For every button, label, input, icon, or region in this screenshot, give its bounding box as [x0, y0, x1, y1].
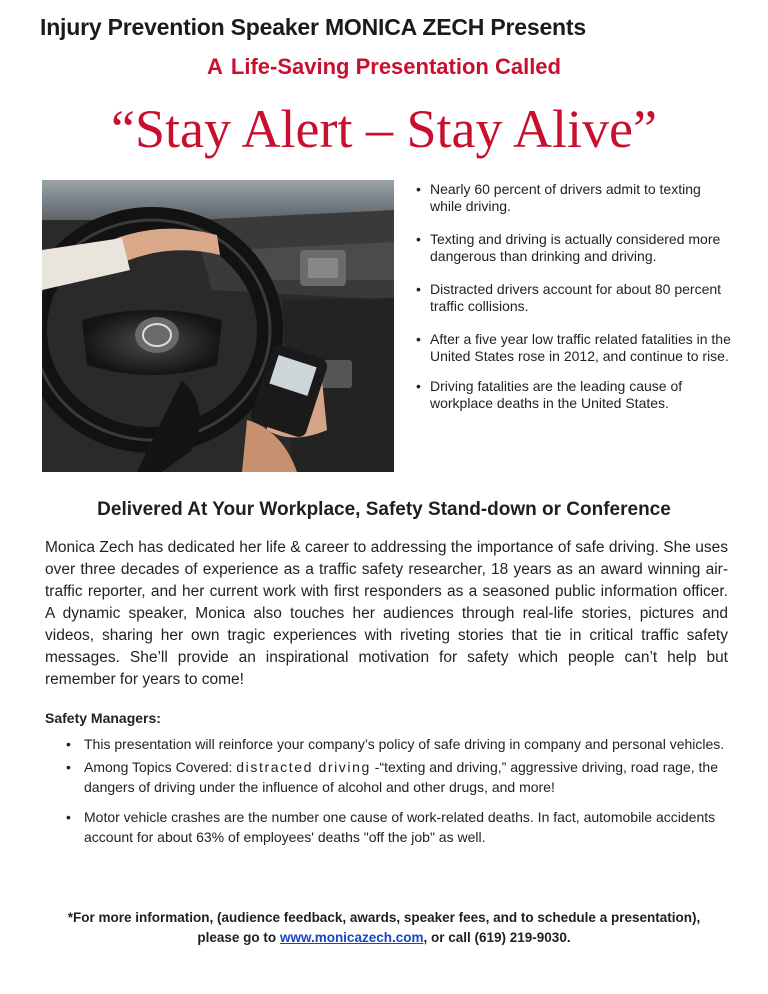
footer-line1: *For more information, (audience feedback, awards, speaker fees, and to schedule a presentation),	[67, 910, 701, 925]
fact-text: Texting and driving is actually considered more dangerous than drinking and driving.	[430, 231, 721, 264]
footer-suffix: , or call (619) 219-9030.	[423, 930, 571, 945]
bullet-icon: •	[416, 281, 421, 297]
safety-managers-heading: Safety Managers:	[45, 710, 161, 726]
bullet-icon: •	[66, 759, 71, 775]
list-item	[66, 734, 728, 754]
bio-paragraph: Monica Zech has dedicated her life & career to addressing the importance of safe driving. She uses over three decades of experience as a traffic safety researcher, 18 years as an award winning air-traffic reporter, and her current work with first responders as a seasoned public information officer. A dynamic speaker, Monica also touches her audiences through real-life stories, pictures and videos, sharing her own tragic experiences with riveting stories that tie in critical traffic safety messages. She’ll provide an inspirational motivation for safety which people can’t help but remember for years to come!	[45, 539, 728, 688]
bullet-icon: •	[66, 809, 71, 825]
subhead	[0, 54, 768, 80]
topics-highlight: distracted driving	[236, 759, 371, 775]
fact-item	[414, 281, 734, 315]
safety-managers-list	[66, 734, 728, 847]
subhead-text: Life-Saving Presentation Called	[230, 54, 561, 79]
driver-texting-photo	[42, 180, 394, 472]
headline: Injury Prevention Speaker MONICA ZECH Presents	[40, 14, 586, 40]
footer	[0, 908, 768, 948]
list-item	[66, 757, 728, 797]
bullet-icon: •	[416, 331, 421, 347]
footer-line2	[0, 928, 768, 948]
bullet-icon: •	[66, 736, 71, 752]
facts-list	[414, 181, 734, 428]
fact-item	[414, 231, 734, 265]
fact-text: Driving fatalities are the leading cause of workplace deaths in the United States.	[430, 378, 683, 411]
fact-text: Distracted drivers account for about 80 percent traffic collisions.	[430, 281, 722, 314]
page-title: “Stay Alert – Stay Alive”	[111, 99, 657, 159]
fact-item	[414, 378, 734, 412]
fact-item	[414, 181, 734, 215]
website-link[interactable]: www.monicazech.com	[279, 930, 424, 945]
list-item-text: This presentation will reinforce your company’s policy of safe driving in company and personal vehicles.	[84, 736, 725, 752]
list-item-text: Motor vehicle crashes are the number one cause of work-related deaths. In fact, automobile accidents account for about 63% of employees' deaths "off the job" as well.	[84, 809, 716, 845]
fact-text: Nearly 60 percent of drivers admit to texting while driving.	[430, 181, 701, 214]
subhead-prefix: A	[207, 54, 223, 79]
fact-item	[414, 331, 734, 365]
footer-prefix: please go to	[197, 930, 277, 945]
topics-rest: -“texting and driving,” aggressive driving, road rage, the dangers of driving under the influence of alcohol and other drugs, and more!	[84, 759, 718, 795]
fact-text: After a five year low traffic related fatalities in the United States rose in 2012, and continue to rise.	[430, 331, 731, 364]
bullet-icon: •	[416, 378, 421, 394]
topics-prefix: Among Topics Covered:	[84, 759, 233, 775]
list-item	[66, 807, 728, 847]
bullet-icon: •	[416, 231, 421, 247]
bullet-icon: •	[416, 181, 421, 197]
delivered-heading: Delivered At Your Workplace, Safety Stand-down or Conference	[97, 499, 671, 520]
